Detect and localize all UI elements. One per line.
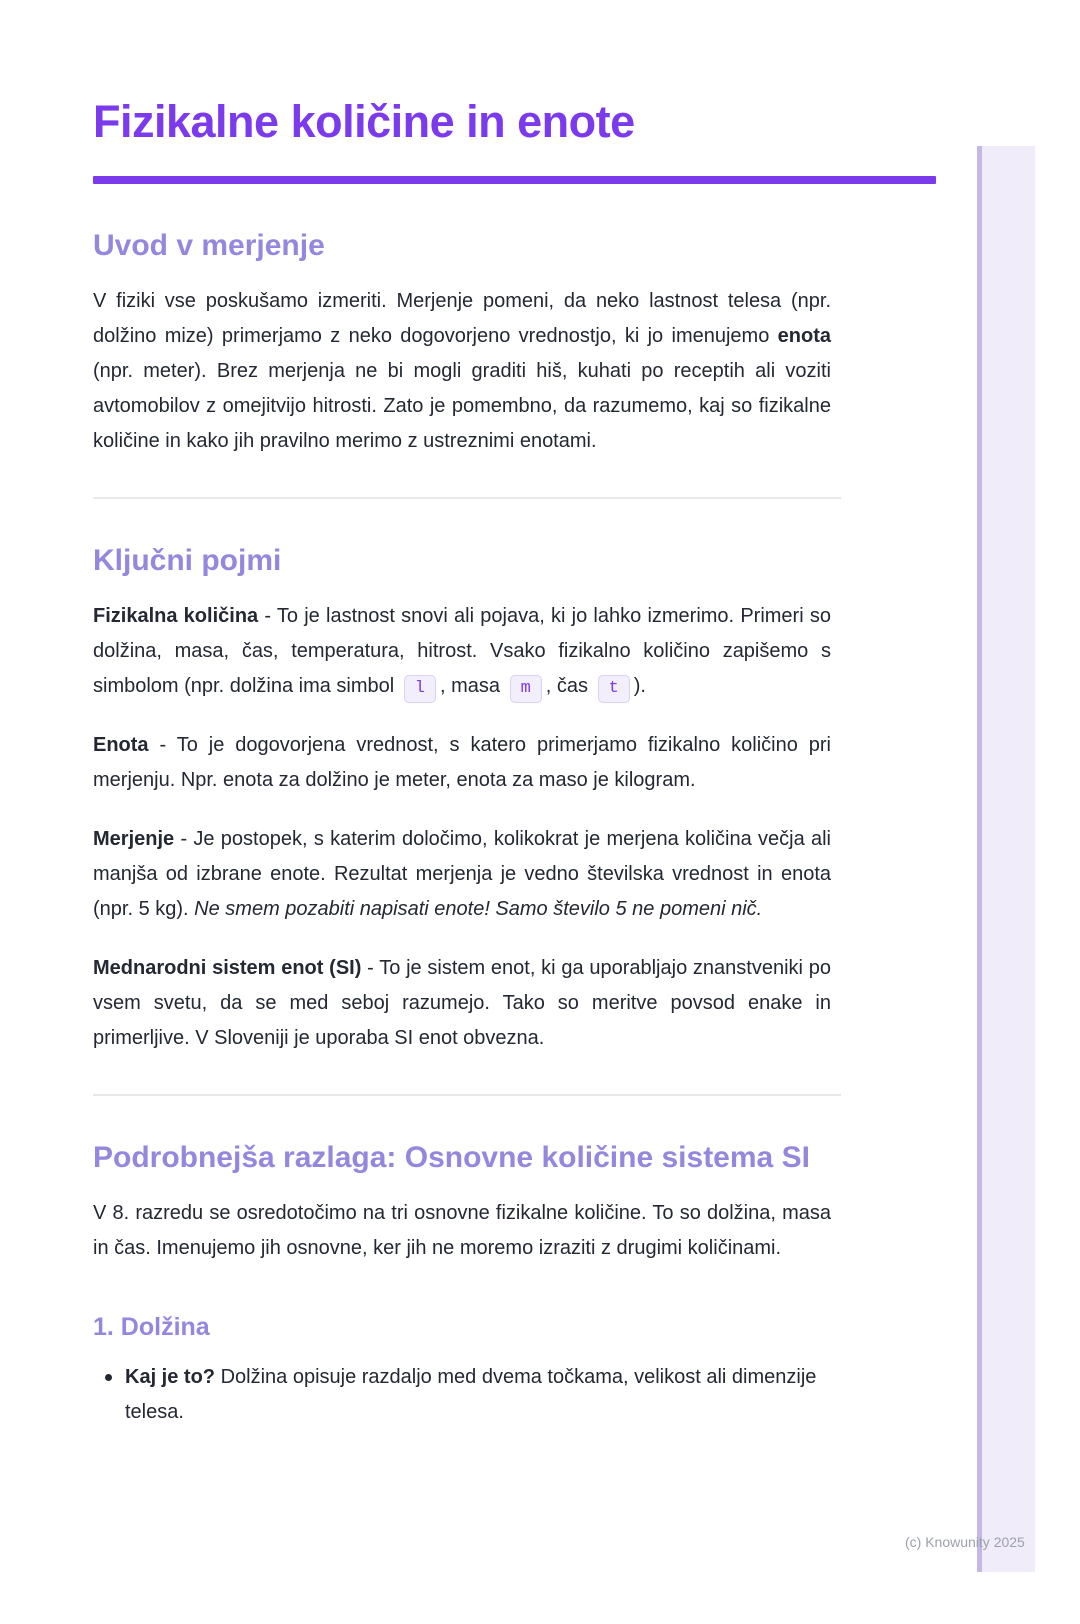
paragraph-fizikalna-kolicina	[93, 599, 831, 704]
section-heading-uvod: Uvod v merjenje	[93, 228, 325, 262]
symbol-chip-m: m	[510, 675, 542, 703]
paragraph-uvod	[93, 284, 831, 459]
paragraph-uvod-text: V fiziki vse poskušamo izmeriti. Merjenje pomeni, da neko lastnost telesa (npr. dolžino mize) primerjamo z neko dogovorjeno vrednostjo, ki jo imenujemo	[93, 289, 831, 347]
section-divider-2	[93, 1094, 841, 1096]
page-title: Fizikalne količine in enote	[93, 96, 635, 147]
symbol-chip-l: l	[404, 675, 436, 703]
document-page	[0, 96, 1080, 1430]
subsection-heading-dolzina: 1. Dolžina	[93, 1312, 210, 1341]
dolzina-bullet-list	[93, 1360, 831, 1430]
term-lead-si-sistem: Mednarodni sistem enot (SI)	[93, 956, 362, 979]
bullet-marker-col	[93, 1360, 125, 1430]
bullet-dot-icon	[105, 1374, 112, 1381]
bullet-body-text: Dolžina opisuje razdaljo med dvema točkama, velikost ali dimenzije telesa.	[125, 1365, 817, 1423]
list-item	[93, 1360, 831, 1430]
paragraph-podrobnejsa: V 8. razredu se osredotočimo na tri osnovne fizikalne količine. To so dolžina, masa in čas. Imenujemo jih osnovne, ker jih ne moremo izraziti z drugimi količinami.	[93, 1201, 831, 1259]
term-text-enota: - To je dogovorjena vrednost, s katero primerjamo fizikalno količino pri merjenju. Npr. enota za dolžino je meter, enota za maso je kilogram.	[93, 733, 831, 791]
paragraph-si-sistem	[93, 951, 831, 1056]
term-text-fizikalna-c: , čas	[545, 674, 594, 697]
paragraph-merjenje	[93, 822, 831, 927]
watermark: (c) Knowunity 2025	[905, 1534, 1025, 1550]
term-text-si-sistem: - To je sistem enot, ki ga uporabljajo znanstveniki po vsem svetu, da se med seboj razumejo. Tako so meritve povsod enake in primerljive. V Sloveniji je uporaba SI enot obvezna.	[93, 956, 831, 1049]
term-note-merjenje-italic: Ne smem pozabiti napisati enote! Samo število 5 ne pomeni nič.	[194, 897, 763, 920]
term-text-fizikalna-a: - To je lastnost snovi ali pojava, ki jo lahko izmerimo. Primeri so dolžina, masa, čas, temperatura, hitrost. Vsako fizikalno količino zapišemo s simbolom (npr. dolžina ima simbol	[93, 604, 831, 697]
bullet-lead-kaj-je-to: Kaj je to?	[125, 1365, 216, 1388]
term-text-merjenje: - Je postopek, s katerim določimo, kolikokrat je merjena količina večja ali manjša od izbrane enote. Rezultat merjenja je vedno številska vrednost in enota (npr. 5 kg).	[93, 827, 831, 920]
section-heading-podrobnejsa: Podrobnejša razlaga: Osnovne količine sistema SI	[93, 1140, 810, 1174]
paragraph-enota	[93, 728, 831, 798]
term-lead-enota: Enota	[93, 733, 149, 756]
term-text-fizikalna-d: ).	[633, 674, 646, 697]
title-underline-rule	[93, 176, 936, 184]
bold-enota: enota	[777, 324, 831, 347]
paragraph-uvod-text-2: (npr. meter). Brez merjenja ne bi mogli graditi hiš, kuhati po receptih ali voziti avtomobilov z omejitvijo hitrosti. Zato je pomembno, da razumemo, kaj so fizikalne količine in kako jih pravilno merimo z ustreznimi enotami.	[93, 359, 831, 452]
symbol-chip-t: t	[598, 675, 630, 703]
term-lead-merjenje: Merjenje	[93, 827, 175, 850]
term-lead-fizikalna-kolicina: Fizikalna količina	[93, 604, 259, 627]
section-heading-kljucni-pojmi: Ključni pojmi	[93, 543, 282, 577]
section-divider-1	[93, 497, 841, 499]
bullet-text	[125, 1360, 831, 1430]
term-text-fizikalna-b: , masa	[439, 674, 506, 697]
